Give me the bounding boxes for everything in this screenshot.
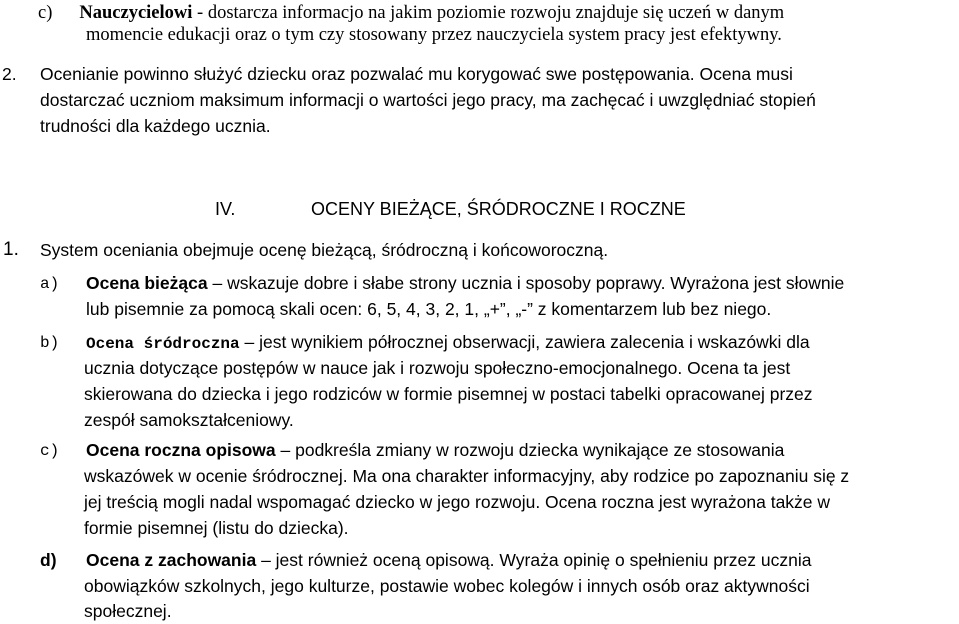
paragraph-text: - dostarcza informacjo na jakim poziomie rozwoju znajduje się uczeń w danym — [192, 3, 785, 23]
term: Ocena śródroczna — [86, 335, 240, 353]
point-1-number: 1. — [3, 239, 19, 260]
item-d-line1 — [86, 549, 812, 571]
chapter-title: OCENY BIEŻĄCE, ŚRÓDROCZNE I ROCZNE — [311, 199, 686, 219]
chapter-roman: IV. — [215, 199, 236, 219]
term: Ocena roczna opisowa — [86, 440, 276, 460]
paragraph-text: – jest również oceną opisową. Wyraża opinię o spełnieniu przez ucznia — [256, 550, 812, 570]
item-d-marker: d) — [40, 550, 57, 570]
item-c-line3: jej treścią mogli nadal wspomagać dziecko w jego rozwoju. Ocena roczna jest wyrażona także w — [84, 492, 831, 512]
point-2-line1: Ocenianie powinno służyć dziecku oraz pozwalać mu korygować swe postępowania. Ocena musi — [40, 64, 793, 84]
item-d-line2: obowiązków szkolnych, jego kulturze, postawie wobec kolegów i innych osób oraz aktywności — [84, 576, 810, 596]
item-b-line2: ucznia dotyczące postępów w nauce jak i rozwoju społeczno-emocjonalnego. Ocena ta jest — [84, 358, 791, 378]
item-c-line2: wskazówek w ocenie śródrocznej. Ma ona charakter informacyjny, aby rodzice po zapoznaniu się z — [84, 466, 850, 486]
paragraph-text: – wskazuje dobre i słabe strony ucznia i sposoby poprawy. Wyrażona jest słownie — [207, 273, 845, 293]
item-c-line4: formie pisemnej (listu do dziecka). — [84, 518, 349, 538]
term: Ocena bieżąca — [86, 273, 208, 293]
point-1-text: System oceniania obejmuje ocenę bieżącą, śródroczną i końcoworoczną. — [40, 240, 609, 260]
item-d-line3: społecznej. — [84, 601, 172, 621]
item-a-marker: a) — [40, 275, 60, 293]
paragraph-text: – podkreśla zmiany w rozwoju dziecka wynikające ze stosowania — [275, 440, 785, 460]
point-2-number: 2. — [2, 64, 17, 84]
item-b-line3: skierowana do dziecka i jego rodziców w formie pisemnej w postaci tabelki opracowanej przez — [84, 384, 813, 404]
list-marker: c) — [38, 3, 53, 23]
item-a-line1 — [86, 272, 844, 294]
item-b-marker: b) — [40, 334, 60, 352]
item-b-line1 — [86, 331, 810, 355]
item-b-line4: zespół samokształceniowy. — [84, 410, 294, 430]
section-c-top-line1 — [38, 2, 784, 24]
item-c-marker: c) — [40, 442, 60, 460]
paragraph-text: – jest wynikiem półrocznej obserwacji, zawiera zalecenia i wskazówki dla — [239, 332, 810, 352]
point-2-line2: dostarczać uczniom maksimum informacji o wartości jego pracy, ma zachęcać i uwzględniać stopień — [40, 90, 816, 110]
item-c-line1 — [86, 439, 784, 461]
term: Ocena z zachowania — [86, 550, 257, 570]
term: Nauczycielowi — [79, 3, 193, 23]
section-c-top-line2: momencie edukacji oraz o tym czy stosowany przez nauczyciela system pracy jest efektywny. — [86, 25, 782, 45]
point-2-line3: trudności dla każdego ucznia. — [40, 116, 271, 136]
item-a-line2: lub pisemnie za pomocą skali ocen: 6, 5, 4, 3, 2, 1, „+”, „-” z komentarzem lub bez niego. — [86, 299, 772, 319]
